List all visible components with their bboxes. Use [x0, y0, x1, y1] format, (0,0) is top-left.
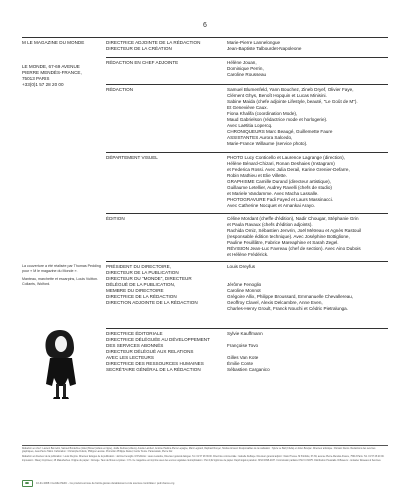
pefc-text: 10-31-3068 / Certifié PEFC - Ce produit est issu de forêts gérées durablement et de sources contrôlées / pefc-france.org [36, 481, 175, 485]
role-label: SECRÉTAIRE GÉNÉRAL DE LA RÉDACTION [106, 367, 201, 372]
roles-visual-department [106, 155, 218, 161]
figure-leg-left [56, 384, 59, 398]
credit-line: Grégoire Allix, Philippe Broussard, Emmanuelle Chevallereau, [227, 294, 354, 299]
section-rule [106, 152, 388, 153]
person-name: Hélène Jouan, [227, 60, 257, 65]
role-label: DES SERVICES ABONNÉS [106, 343, 164, 348]
credit-line: ASSISTANTES Aurora Salcedo, [227, 135, 293, 140]
credit-line: Rachida Omiz, Sébastien Jenvrin, Joël Métreau et Agnès Rastouil [227, 228, 362, 233]
names-editing [227, 216, 391, 258]
role-label: DIRECTRICE DÉLÉGUÉE AU DÉVELOPPEMENT [106, 337, 210, 342]
footer-paragraph: Rédaction et directeur de la publication : Louis Dreyfus. Directeur délégué de la publication : Jérôme Fenoglio. M Publicité : Laure Lacanbe, Directeur général délégué. Tél. 01 57 28 39 00. Directrice commerciale : Isabelle Delhaye. Directeur général adjoint : David Tresse. M Publicité, 67-69, avenue Pierre-Mendès-France, 75013 Paris. Tél. 01 57 28 20 00. [22, 455, 385, 458]
names-management [227, 331, 391, 373]
role-label: DIRECTEUR DE LA CRÉATION [106, 46, 172, 51]
credit-line: Fiona Khalifa (coordination Mode), [227, 111, 298, 116]
names-board [227, 264, 391, 312]
role-label: DIRECTRICE ADJOINTE DE LA RÉDACTION [106, 40, 201, 45]
roles-management [106, 331, 218, 373]
credit-line: Hélène Bénard-Chizari, Ronan Deshaies (Instagram) [227, 161, 335, 166]
caption-wardrobe: Manteau, marchette et escarpins, Louis Vuitton. Collants, Wolford. [22, 277, 98, 286]
person-name: Sébastien Carganico [227, 367, 270, 372]
section-rule [106, 57, 388, 58]
roles-deputy-editorship [106, 40, 218, 52]
credit-line: Maud Gabrielson (rédactrice mode et horlogerie). [227, 117, 328, 122]
credit-line: Charles-Henry Groult, Franck Nouchi et Cédric Pietralunga. [227, 306, 349, 311]
credit-line: RÉVISION Jean-Luc Favreau (chef de section). Avec Aino Dubois [227, 246, 361, 251]
role-label: DIRECTRICE ÉDITORIALE [106, 331, 163, 336]
credit-line: PHOTO Lucy Conticello et Laurence Lagrange (direction), [227, 155, 345, 160]
credit-line: Céline Mordant (cheffe d'édition), Nadir Chougar, Stéphanie Grin [227, 216, 359, 221]
credit-line: Clément Ghys, Benoît Hopquin et Lucas Minisini. [227, 93, 327, 98]
section-rule [106, 84, 388, 85]
figure-leg-right [63, 384, 66, 398]
credit-line: et Mariele Vandamme. Avec Macha Lassalle. [227, 191, 319, 196]
role-label: DIRECTRICE DE LA RÉDACTION [106, 294, 177, 299]
role-label: DÉPARTEMENT VISUEL [106, 155, 158, 160]
footer-paragraph: Impression : Maury Imprimeur, 45 Malesherbes. Origine du papier : Norvège. Taux de fibres recyclées : 0 %. Ce magazine est imprimé avec des encres végétales. Eutrophisation : Ptot 0,02 kg/tonne de papier. Dépôt légal à parution. ISSN 0395-2037. Commission paritaire 0722 C 81975. Distribution Presstalis. Diffuseurs : contacter Réseaux & Services. [22, 460, 382, 462]
role-label: DÉLÉGUÉ DE LA PUBLICATION, [106, 282, 176, 287]
person-name: Sylvie Kauffmann [227, 331, 263, 336]
person-name: Jean-Baptiste Talbourdet-Napoleone [227, 46, 302, 51]
role-label: RÉDACTION EN CHEF ADJOINTE [106, 60, 179, 65]
role-label: AVEC LES LECTEURS [106, 355, 154, 360]
credit-line: et Hélène Frédérick. [227, 252, 269, 257]
roles-board [106, 264, 218, 306]
credit-line: Guillaume Letellier, Audrey Ravelli (chefs de studio) [227, 185, 332, 190]
credit-line: Marie-France Willaume (service photo). [227, 141, 308, 146]
role-label: DIRECTEUR DE LA PUBLICATION [106, 270, 179, 275]
caption-credit: La couverture a été réalisée par Thomas Pedding pour « M le magazine du Monde ». [22, 264, 101, 273]
address-line: LE MONDE, 67-69 AVENUE [22, 64, 80, 69]
roles-editing [106, 216, 218, 222]
credit-line: Robin Mathieu et Elie Villette. [227, 173, 287, 178]
address-line: 75013 PARIS [22, 76, 50, 81]
section-rule [106, 328, 388, 329]
cover-caption [22, 264, 102, 290]
role-label: DIRECTEUR DÉLÉGUÉ AUX RELATIONS [106, 349, 194, 354]
credit-line: Et Geneviève Caux. [227, 105, 268, 110]
person-name: Gilles Van Kote [227, 355, 259, 360]
section-rule [106, 213, 388, 214]
credit-line: Avec Laëtitia Lopercq. [227, 123, 273, 128]
credit-line: Samuel Blumenfeld, Yann Bouchez, Zineb Dryef, Olivier Faye, [227, 87, 354, 92]
person-name: Caroline Rousseau [227, 72, 267, 77]
credit-line: et Federica Rossi. Avec Julia Derail, Karine Grenier-Defarre, [227, 167, 350, 172]
role-label: ÉDITION [106, 216, 125, 221]
credit-line: GRAPHISME Camille Durand (directeur artistique), [227, 179, 331, 184]
person-name: Marie-Pierre Lannelongue [227, 40, 281, 45]
footer-legal [22, 448, 388, 465]
section-rule [106, 37, 388, 38]
names-visual-department [227, 155, 391, 209]
page-number: 6 [203, 22, 207, 29]
names-editorial [227, 87, 391, 147]
cover-illustration [24, 328, 98, 400]
footer-paragraph: Rédaction en chef : Laurent Bonnefoi, Samuel Borderlive (vidéo) Bowel (vidéos en ligne), Joëlle Delmas (vidéos), Aurelie Lambert, Antoine Paoliné-Pierre Lepagne, Marc Legrand, Raphaël Rouyer, Nicolas Arnaud. Responsables de la réalisation : Sylvie Le Bail (Chefa) et Julien Bourjac. Directeur artistique : Romain Ducos. Rédactions des services graphiques, Jean-Pierre Tallon. Fabrication : Christophe Dubois, Philippe Lacoste. Promotion Philippe Daniel, Cécile Tourte. Partenariats, Pierre Dor. [22, 448, 376, 453]
roles-editorial [106, 87, 218, 93]
credit-line: Geoffroy Clavel, Alexis Delcambre, Anne Even, [227, 300, 323, 305]
names-deputy-chief-editor [227, 60, 391, 78]
role-label: PRÉSIDENT DU DIRECTOIRE, [106, 264, 171, 269]
pefc-certification [22, 480, 388, 487]
address [22, 64, 102, 88]
masthead: M LE MAGAZINE DU MONDE [22, 40, 85, 45]
pefc-logo-icon [22, 480, 33, 487]
credit-line: Sabine Maida (chefe adjointe Lifestyle, beauté, "Le Goût de M"). [227, 99, 358, 104]
person-name: Jérôme Fenoglio [227, 282, 262, 287]
role-label: MEMBRE DU DIRECTOIRE [106, 288, 164, 293]
role-label: DIRECTEUR DU "MONDE", DIRECTEUR [106, 276, 192, 281]
credit-line: et Paula Ravaux (chefs d'édition adjoints). [227, 222, 313, 227]
person-name: Dominique Perrin, [227, 66, 264, 71]
role-label: DIRECTRICE DES RESSOURCES HUMAINES [106, 361, 204, 366]
figure-face [55, 336, 67, 352]
phone-number: +33(0)1 57 28 20 00 [22, 82, 64, 87]
figure-coat [46, 358, 76, 386]
figure-shoe-right [62, 397, 69, 399]
role-label: RÉDACTION [106, 87, 134, 92]
credit-line: Avec Catherine Nocquet et Amankai Arayo. [227, 203, 316, 208]
credit-line: CHRONIQUEURS Marc Beaugé, Guillemette Faure [227, 129, 333, 134]
roles-deputy-chief-editor [106, 60, 218, 66]
person-name: Louis Dreyfus [227, 264, 256, 269]
names-deputy-editorship [227, 40, 391, 52]
person-name: Émilie Conte [227, 361, 254, 366]
footer-rule [22, 445, 388, 446]
address-line: PIERRE MENDÈS-FRANCE, [22, 70, 82, 75]
credit-line: Pauline Feuillâtre, Fabrice Mareaphine et Sarah Zegel. [227, 240, 339, 245]
person-name: Caroline Monnot [227, 288, 261, 293]
figure-shoe-left [53, 397, 60, 399]
role-label: DIRECTION ADJOINTE DE LA RÉDACTION [106, 300, 198, 305]
credit-line: (responsable édition technique). Avec Joséphine Bottiglione, [227, 234, 350, 239]
section-rule [106, 261, 388, 262]
credit-line: PHOTOGRAVURE Fadi Fayed et Laurs Massinacci. [227, 197, 334, 202]
person-name: Françoise Tovo [227, 343, 259, 348]
